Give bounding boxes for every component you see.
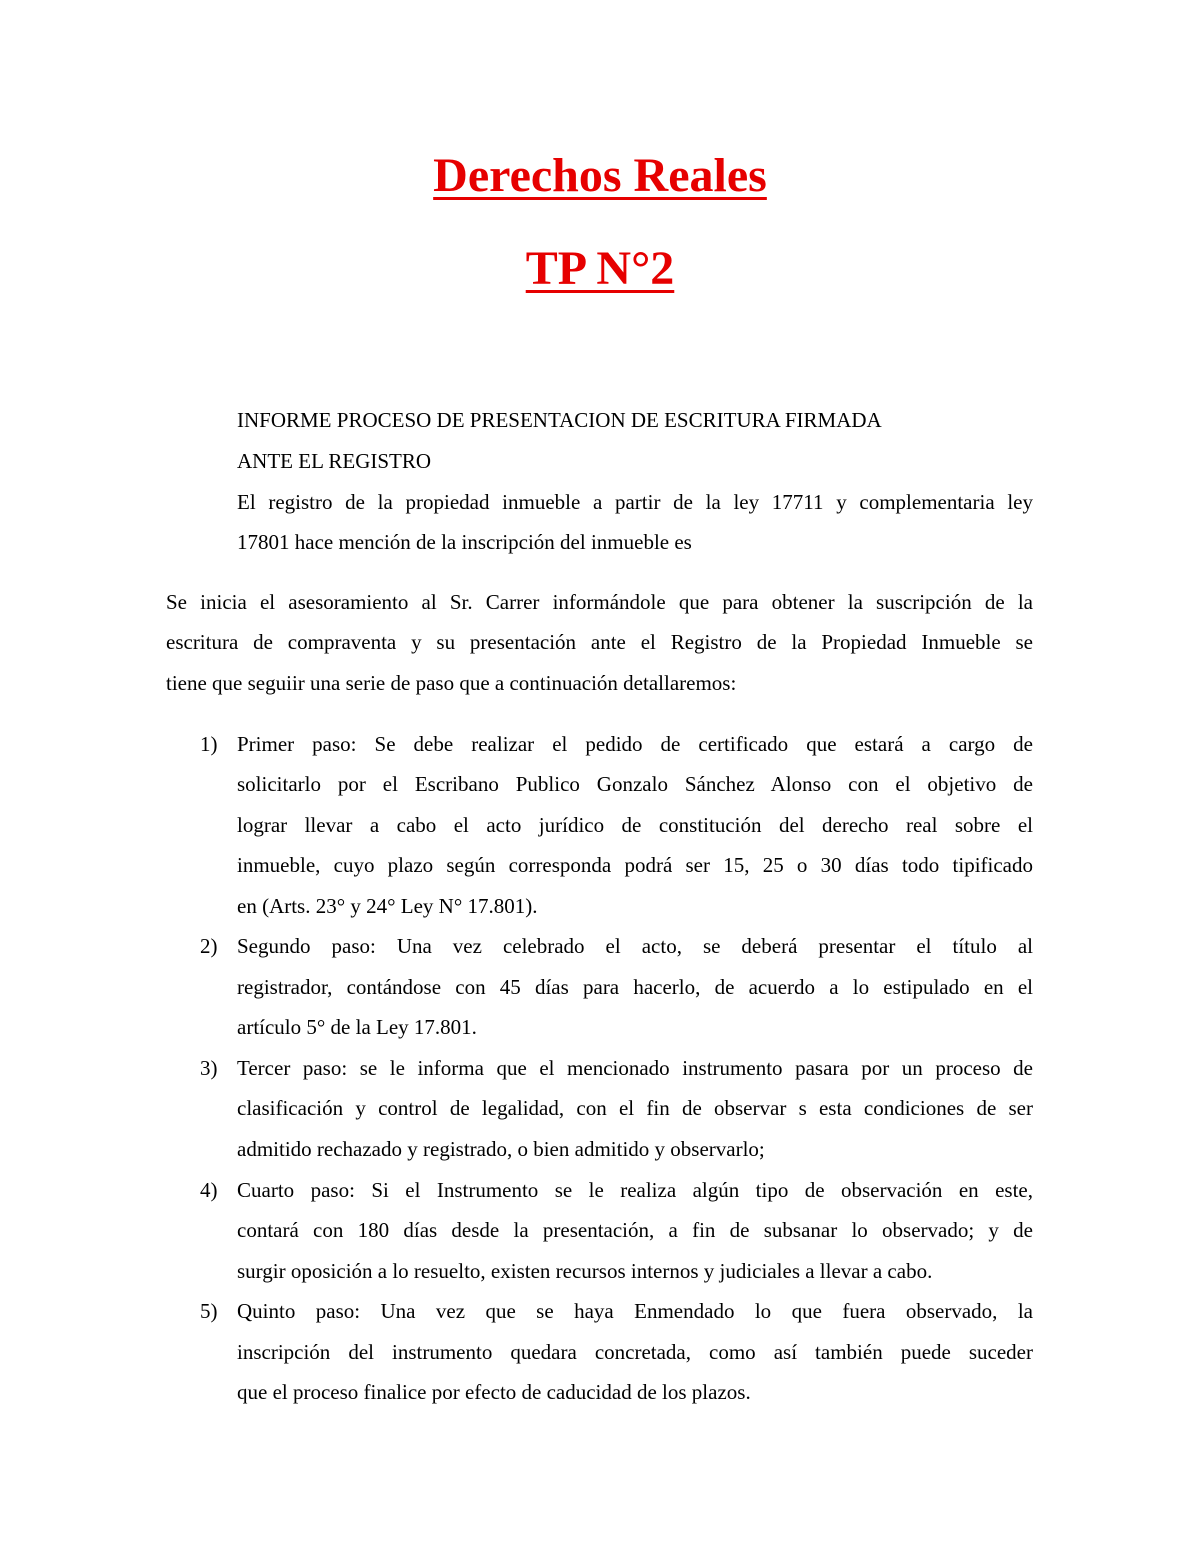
step-text-line: en (Arts. 23° y 24° Ley N° 17.801). xyxy=(237,894,538,918)
step-text-line: Primer paso: Se debe realizar el pedido de certificado que estará a cargo de xyxy=(237,732,1033,756)
step-text-line: que el proceso finalice por efecto de caducidad de los plazos. xyxy=(237,1380,751,1404)
step-text-line: clasificación y control de legalidad, con el fin de observar s esta condiciones de ser xyxy=(237,1096,1033,1120)
paragraph-line-2: escritura de compraventa y su presentación ante el Registro de la Propiedad Inmueble se xyxy=(166,630,1033,654)
step-number: 3) xyxy=(200,1056,218,1080)
step-text-line: admitido rechazado y registrado, o bien admitido y observarlo; xyxy=(237,1137,765,1161)
step-text-line: lograr llevar a cabo el acto jurídico de constitución del derecho real sobre el xyxy=(237,813,1033,837)
paragraph-line-3: tiene que seguiir una serie de paso que a continuación detallaremos: xyxy=(166,671,737,695)
step-text-line: Quinto paso: Una vez que se haya Enmendado lo que fuera observado, la xyxy=(237,1299,1033,1323)
step-text-line: Tercer paso: se le informa que el mencionado instrumento pasara por un proceso de xyxy=(237,1056,1033,1080)
paragraph-line-1: Se inicia el asesoramiento al Sr. Carrer informándole que para obtener la suscripción de la xyxy=(166,590,1033,614)
step-number: 1) xyxy=(200,732,218,756)
intro-text-line-1: El registro de la propiedad inmueble a partir de la ley 17711 y complementaria ley xyxy=(237,490,1033,514)
report-heading-line-2: ANTE EL REGISTRO xyxy=(237,449,432,473)
step-text-line: Segundo paso: Una vez celebrado el acto, se deberá presentar el título al xyxy=(237,934,1033,958)
step-number: 5) xyxy=(200,1299,218,1323)
intro-text-line-2: 17801 hace mención de la inscripción del inmueble es xyxy=(237,530,692,554)
step-text-line: solicitarlo por el Escribano Publico Gonzalo Sánchez Alonso con el objetivo de xyxy=(237,772,1033,796)
document-title: Derechos Reales xyxy=(433,149,767,202)
step-text-line: inscripción del instrumento quedara concretada, como así también puede suceder xyxy=(237,1340,1033,1364)
step-text-line: inmueble, cuyo plazo según corresponda podrá ser 15, 25 o 30 días todo tipificado xyxy=(237,853,1033,877)
step-number: 2) xyxy=(200,934,218,958)
document-subtitle: TP N°2 xyxy=(525,242,675,295)
step-number: 4) xyxy=(200,1178,218,1202)
report-heading-line-1: INFORME PROCESO DE PRESENTACION DE ESCRITURA FIRMADA xyxy=(237,408,882,432)
step-text-line: contará con 180 días desde la presentación, a fin de subsanar lo observado; y de xyxy=(237,1218,1033,1242)
step-text-line: registrador, contándose con 45 días para hacerlo, de acuerdo a lo estipulado en el xyxy=(237,975,1033,999)
step-text-line: artículo 5° de la Ley 17.801. xyxy=(237,1015,477,1039)
step-text-line: surgir oposición a lo resuelto, existen recursos internos y judiciales a llevar a cabo. xyxy=(237,1259,933,1283)
step-text-line: Cuarto paso: Si el Instrumento se le realiza algún tipo de observación en este, xyxy=(237,1178,1033,1202)
